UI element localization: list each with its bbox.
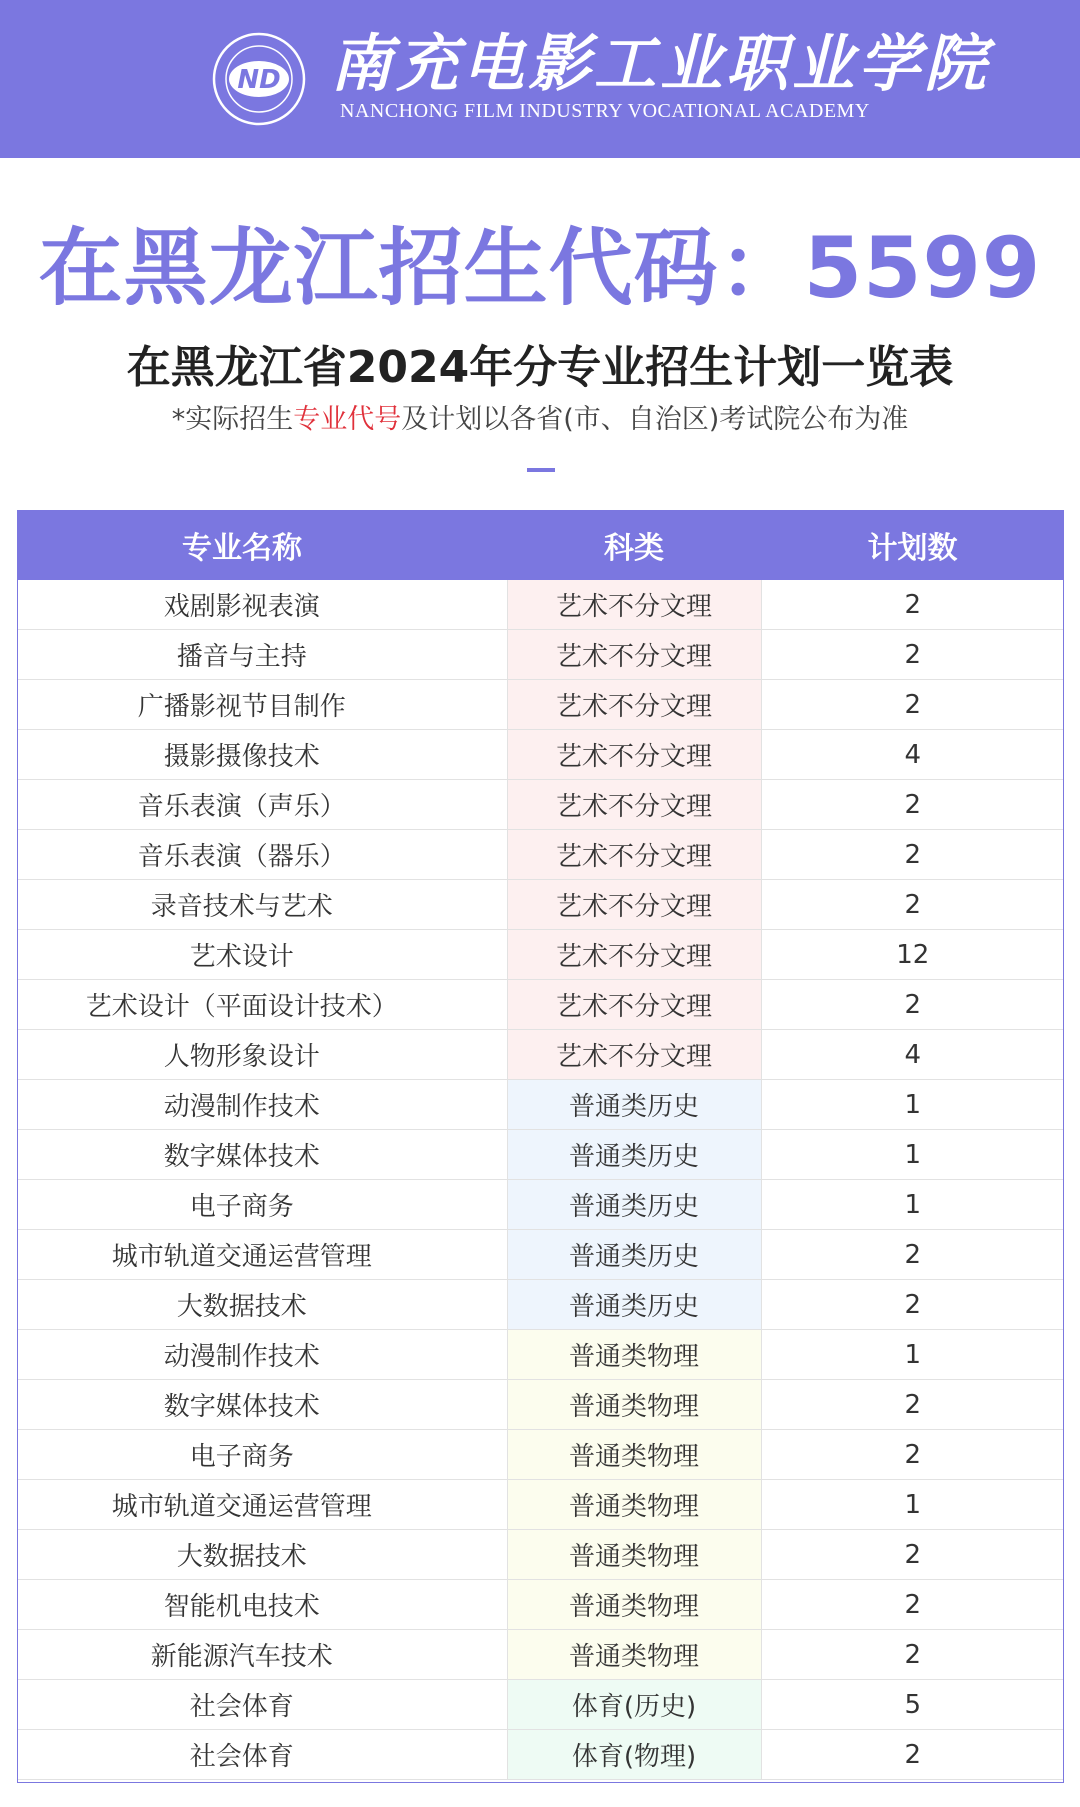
table-row [17,1630,1064,1680]
major-cell: 数字媒体技术 [17,1130,507,1180]
count-cell: 2 [761,980,1064,1030]
category-cell: 普通类物理 [507,1580,761,1630]
table-header-row [17,510,1064,580]
count-cell: 2 [761,1430,1064,1480]
note-before: *实际招生 [171,404,294,435]
major-cell: 播音与主持 [17,630,507,680]
table-row [17,1030,1064,1080]
count-cell: 4 [761,730,1064,780]
count-cell: 2 [761,780,1064,830]
table-row [17,980,1064,1030]
table-row [17,780,1064,830]
school-logo [212,32,306,126]
count-cell: 1 [761,1480,1064,1530]
header-count: 计划数 [761,510,1064,580]
category-cell: 普通类物理 [507,1380,761,1430]
count-cell: 1 [761,1330,1064,1380]
table-row [17,1180,1064,1230]
count-cell: 1 [761,1080,1064,1130]
table-row [17,880,1064,930]
plan-title: 在黑龙江省2024年分专业招生计划一览表 [126,342,954,393]
logo-text: ND [237,65,281,95]
major-cell: 智能机电技术 [17,1580,507,1630]
count-cell: 2 [761,1630,1064,1680]
divider-dash [527,468,555,472]
enrollment-code-title: 在黑龙江招生代码：5599 [38,219,1042,317]
count-cell: 1 [761,1180,1064,1230]
table-row [17,830,1064,880]
major-cell: 音乐表演（声乐） [17,780,507,830]
count-cell: 4 [761,1030,1064,1080]
note-highlight: 专业代号 [293,404,402,435]
table-row [17,1130,1064,1180]
count-cell: 2 [761,580,1064,630]
major-cell: 大数据技术 [17,1280,507,1330]
category-cell: 艺术不分文理 [507,730,761,780]
category-cell: 体育(历史) [507,1680,761,1730]
major-cell: 社会体育 [17,1680,507,1730]
count-cell: 2 [761,830,1064,880]
count-cell: 2 [761,1580,1064,1630]
major-cell: 动漫制作技术 [17,1330,507,1380]
major-cell: 电子商务 [17,1430,507,1480]
count-cell: 1 [761,1130,1064,1180]
count-cell: 2 [761,1530,1064,1580]
count-cell: 2 [761,630,1064,680]
category-cell: 艺术不分文理 [507,630,761,680]
table-row [17,1080,1064,1130]
category-cell: 艺术不分文理 [507,680,761,730]
category-cell: 体育(物理) [507,1730,761,1780]
major-cell: 新能源汽车技术 [17,1630,507,1680]
category-cell: 普通类历史 [507,1130,761,1180]
category-cell: 普通类物理 [507,1480,761,1530]
header-category: 科类 [507,510,761,580]
major-cell: 艺术设计（平面设计技术） [17,980,507,1030]
table-row [17,1430,1064,1480]
major-cell: 人物形象设计 [17,1030,507,1080]
major-cell: 音乐表演（器乐） [17,830,507,880]
table-row [17,630,1064,680]
table-row [17,730,1064,780]
count-cell: 2 [761,1230,1064,1280]
category-cell: 普通类历史 [507,1280,761,1330]
major-cell: 动漫制作技术 [17,1080,507,1130]
count-cell: 2 [761,880,1064,930]
count-cell: 2 [761,680,1064,730]
note-after: 及计划以各省(市、自治区)考试院公布为准 [401,404,909,435]
major-cell: 大数据技术 [17,1530,507,1580]
disclaimer-note [0,400,1080,440]
count-cell: 12 [761,930,1064,980]
category-cell: 艺术不分文理 [507,830,761,880]
category-cell: 艺术不分文理 [507,980,761,1030]
category-cell: 艺术不分文理 [507,580,761,630]
major-cell: 社会体育 [17,1730,507,1780]
major-cell: 电子商务 [17,1180,507,1230]
table-row [17,1380,1064,1430]
category-cell: 普通类物理 [507,1530,761,1580]
table-row [17,1530,1064,1580]
table-row [17,1680,1064,1730]
category-cell: 普通类物理 [507,1330,761,1380]
count-cell: 2 [761,1380,1064,1430]
table-row [17,1280,1064,1330]
category-cell: 艺术不分文理 [507,930,761,980]
table-row [17,680,1064,730]
major-cell: 录音技术与艺术 [17,880,507,930]
count-cell: 5 [761,1680,1064,1730]
major-cell: 艺术设计 [17,930,507,980]
table-row [17,1480,1064,1530]
table-row [17,1730,1064,1780]
category-cell: 普通类物理 [507,1630,761,1680]
table-row [17,1330,1064,1380]
major-cell: 广播影视节目制作 [17,680,507,730]
major-cell: 摄影摄像技术 [17,730,507,780]
category-cell: 普通类历史 [507,1180,761,1230]
major-cell: 城市轨道交通运营管理 [17,1480,507,1530]
category-cell: 艺术不分文理 [507,1030,761,1080]
school-name-cn: 南充电影工业职业学院 [330,27,991,100]
major-cell: 数字媒体技术 [17,1380,507,1430]
school-name-en: NANCHONG FILM INDUSTRY VOCATIONAL ACADEMY [340,100,870,122]
table-row [17,1580,1064,1630]
major-cell: 城市轨道交通运营管理 [17,1230,507,1280]
category-cell: 普通类历史 [507,1080,761,1130]
category-cell: 艺术不分文理 [507,780,761,830]
category-cell: 艺术不分文理 [507,880,761,930]
table-row [17,930,1064,980]
category-cell: 普通类物理 [507,1430,761,1480]
table-row [17,580,1064,630]
major-cell: 戏剧影视表演 [17,580,507,630]
count-cell: 2 [761,1730,1064,1780]
table-row [17,1230,1064,1280]
category-cell: 普通类历史 [507,1230,761,1280]
enrollment-plan-table [17,510,1064,1780]
count-cell: 2 [761,1280,1064,1330]
header-banner [0,0,1080,158]
header-major: 专业名称 [17,510,507,580]
